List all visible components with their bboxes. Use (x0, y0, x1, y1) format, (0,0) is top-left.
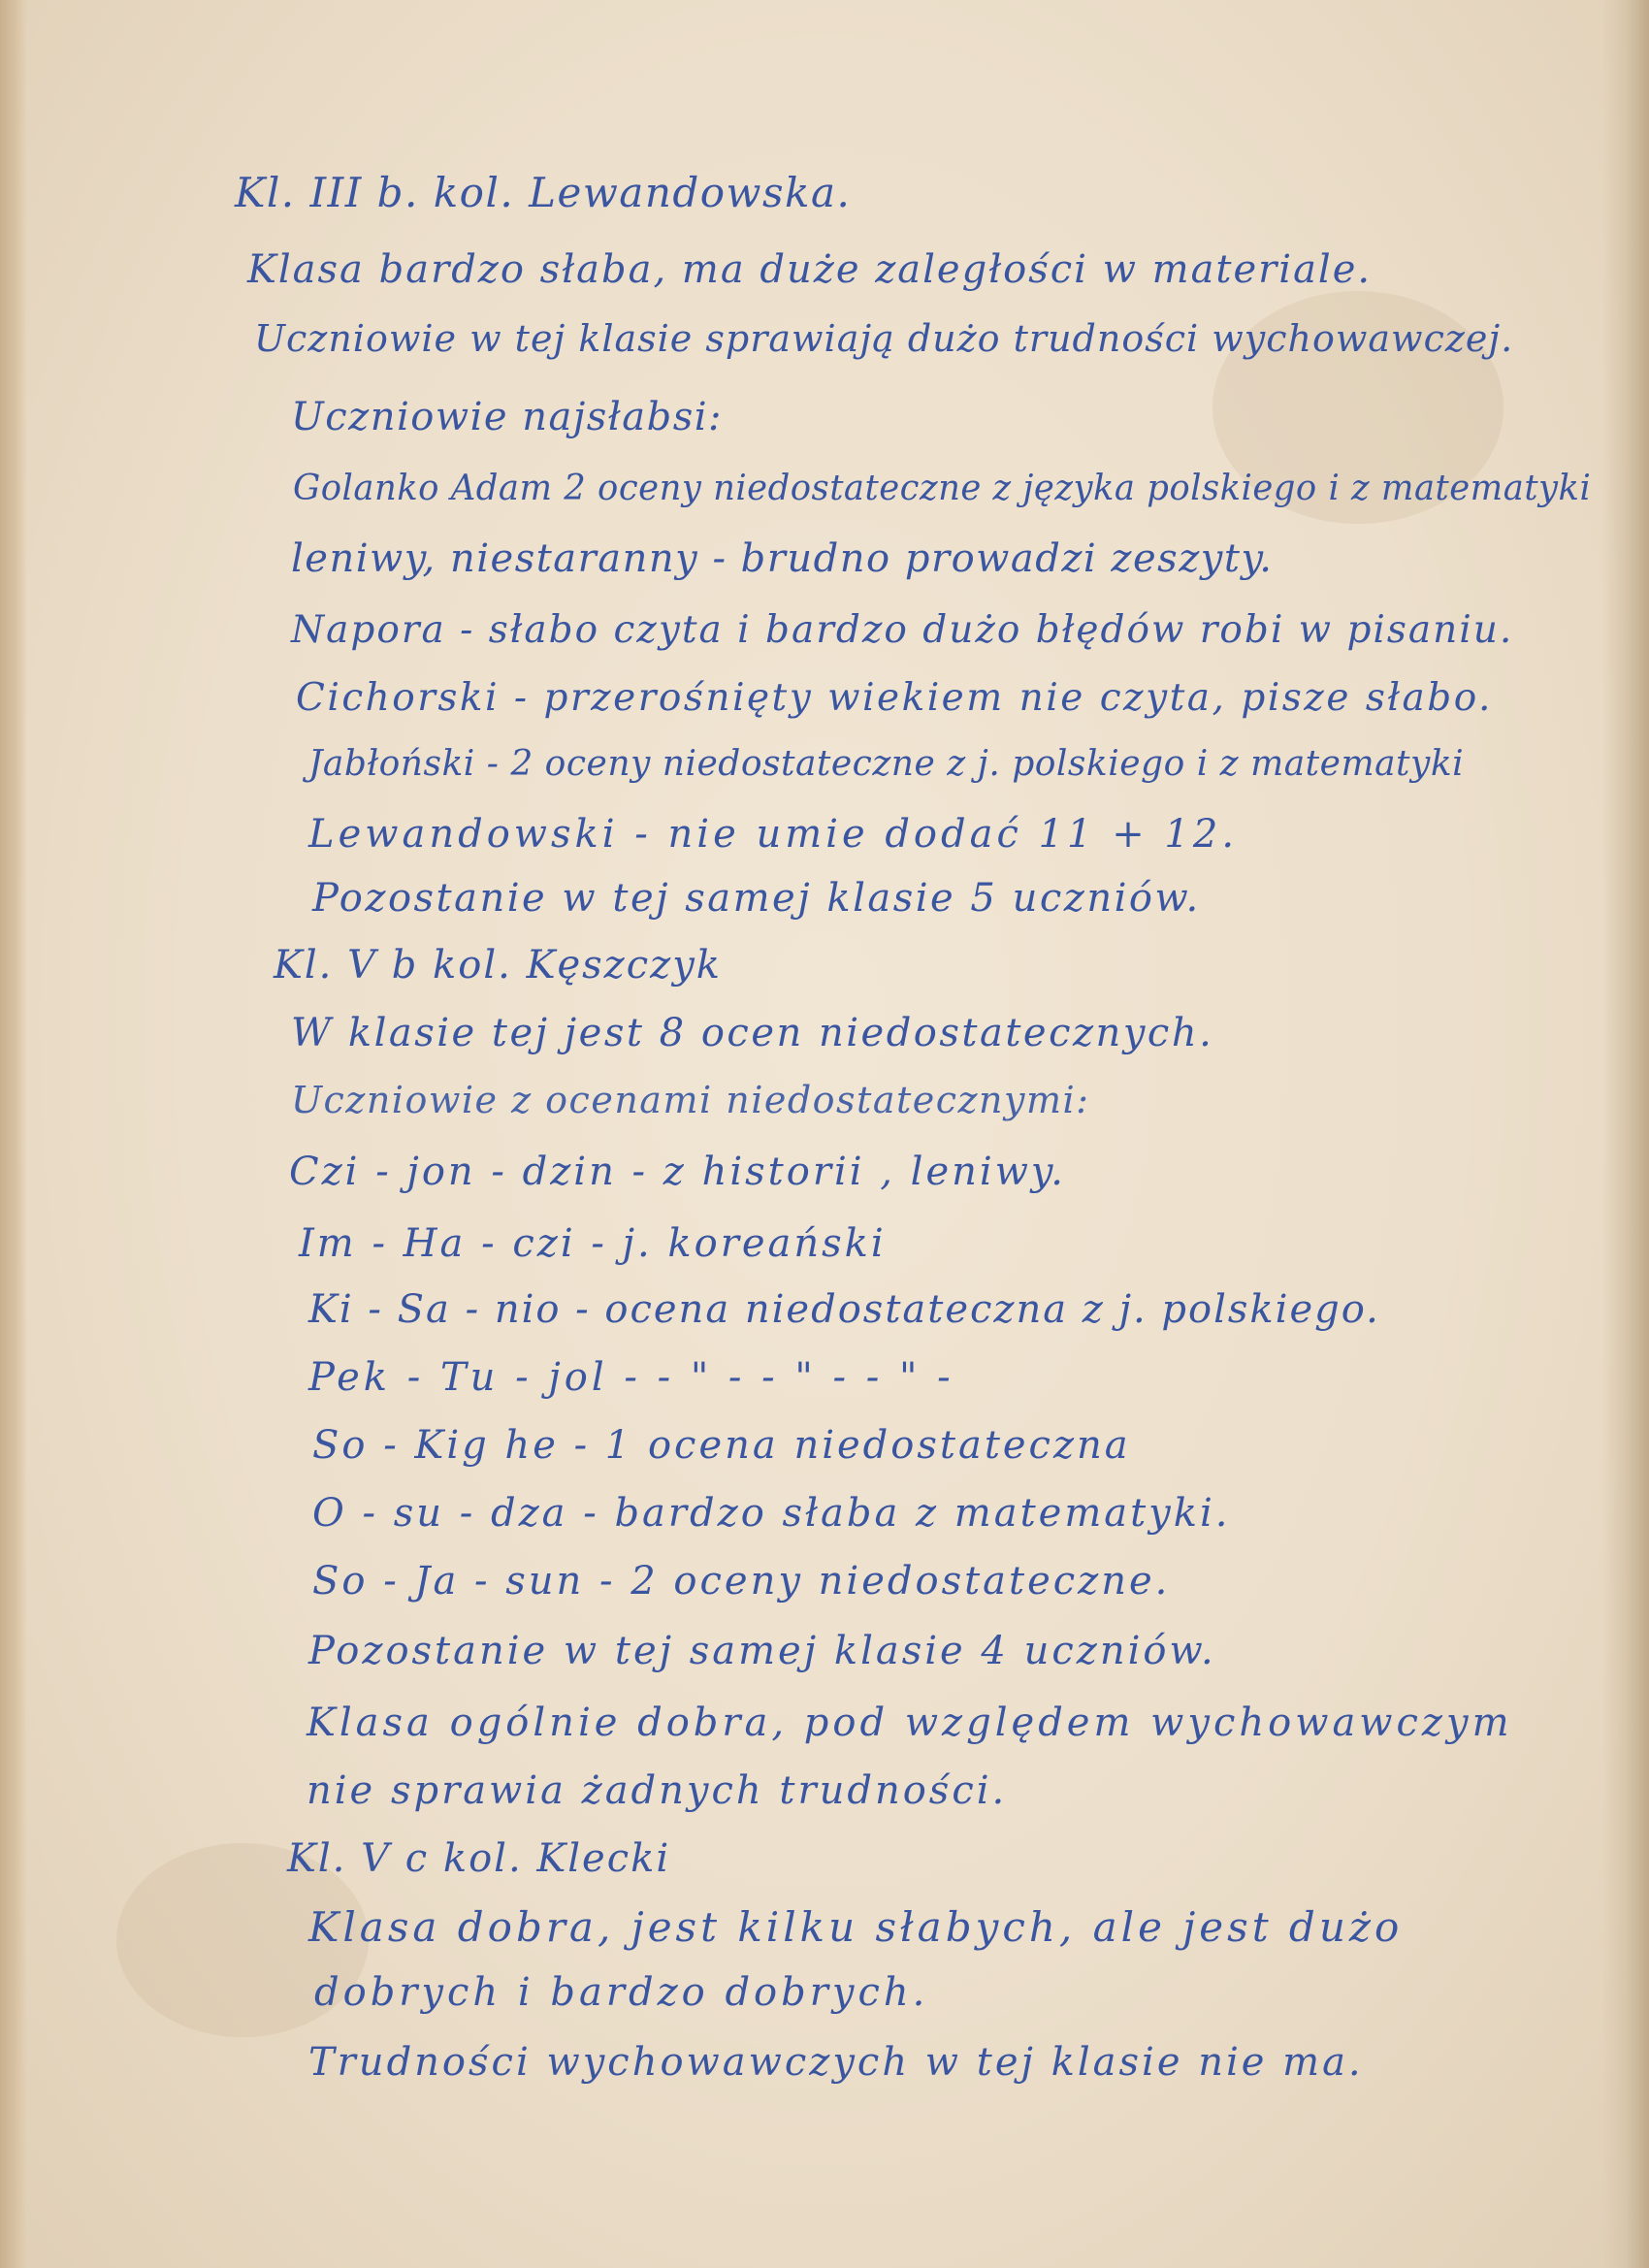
handwritten-line: Napora - słabo czyta i bardzo dużo błędów robi w pisaniu. (291, 608, 1514, 652)
handwritten-line: Trudności wychowawczych w tej klasie nie ma. (308, 2040, 1364, 2085)
class-heading-v-b: Kl. V b kol. Kęszczyk (274, 943, 723, 988)
handwritten-line: Pek - Tu - jol - - " - - " - - " - (308, 1355, 954, 1400)
handwritten-line: Ki - Sa - nio - ocena niedostateczna z j. polskiego. (308, 1287, 1380, 1332)
class-heading-iii-b: Kl. III b. kol. Lewandowska. (235, 169, 852, 216)
page-right-edge (1602, 0, 1649, 2268)
handwritten-line: So - Ja - sun - 2 oceny niedostateczne. (312, 1559, 1171, 1604)
handwritten-line: Klasa bardzo słaba, ma duże zaległości w materiale. (247, 247, 1373, 292)
handwritten-line: Uczniowie z ocenami niedostatecznymi: (291, 1079, 1090, 1121)
handwritten-line: dobrych i bardzo dobrych. (314, 1970, 929, 2015)
handwritten-line: Jabłoński - 2 oceny niedostateczne z j. polskiego i z matematyki (308, 744, 1465, 784)
handwritten-line: Cichorski - przerośnięty wiekiem nie czyta, pisze słabo. (296, 676, 1493, 720)
handwritten-line: W klasie tej jest 8 ocen niedostatecznych. (291, 1011, 1214, 1055)
handwritten-line: Klasa ogólnie dobra, pod względem wychowawczym (307, 1701, 1513, 1745)
handwritten-line: So - Kig he - 1 ocena niedostateczna (312, 1423, 1131, 1468)
handwritten-line: Pozostanie w tej samej klasie 5 uczniów. (312, 876, 1201, 921)
handwritten-line: Lewandowski - nie umie dodać 11 + 12. (308, 812, 1239, 857)
handwritten-line: Golanko Adam 2 oceny niedostateczne z języka polskiego i z matematyki (293, 469, 1592, 508)
handwritten-line: Uczniowie w tej klasie sprawiają dużo trudności wychowawczej. (254, 317, 1514, 360)
handwritten-line: Czi - jon - dzin - z historii , leniwy. (289, 1150, 1066, 1194)
handwritten-line: O - su - dza - bardzo słaba z matematyki. (312, 1491, 1231, 1536)
class-heading-v-c: Kl. V c kol. Klecki (287, 1836, 671, 1881)
handwritten-line: nie sprawia żadnych trudności. (307, 1768, 1008, 1813)
handwritten-line: Klasa dobra, jest kilku słabych, ale jest dużo (308, 1903, 1404, 1951)
handwritten-line: Pozostanie w tej samej klasie 4 uczniów. (308, 1629, 1216, 1673)
handwritten-line: Uczniowie najsłabsi: (291, 395, 723, 439)
page-left-edge (0, 0, 27, 2268)
handwritten-line: leniwy, niestaranny - brudno prowadzi zeszyty. (291, 536, 1274, 581)
handwritten-line: Im - Ha - czi - j. koreański (299, 1221, 887, 1266)
